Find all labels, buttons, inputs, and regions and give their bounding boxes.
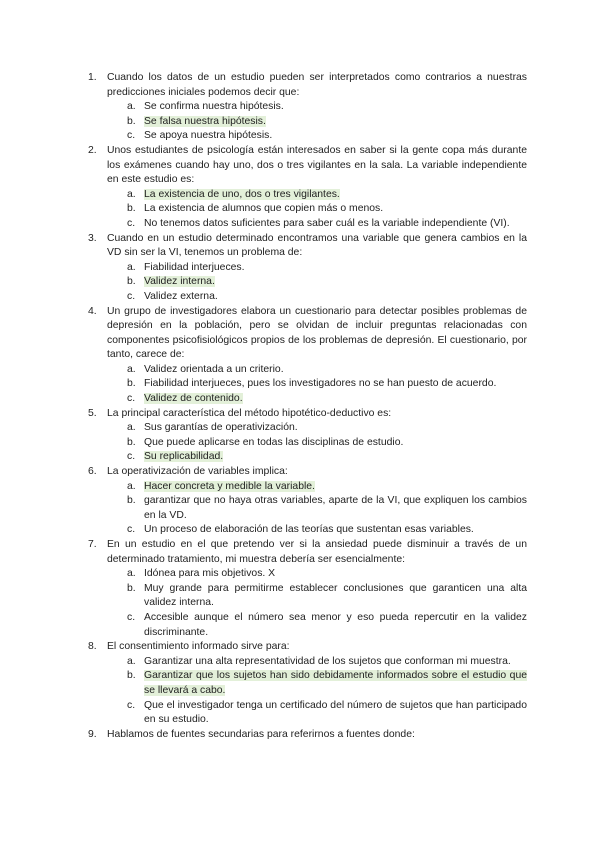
question-item: [88, 71, 527, 144]
question-item: [88, 465, 527, 538]
option-text: Hacer concreta y medible la variable.: [144, 480, 315, 492]
answer-option: [127, 290, 527, 305]
question-number: 5.: [88, 407, 97, 419]
answer-option: [127, 567, 527, 582]
answer-option: [127, 611, 527, 640]
question-number: 2.: [88, 144, 97, 156]
option-text: Que puede aplicarse en todas las disciplinas de estudio.: [144, 436, 404, 448]
option-letter: a.: [127, 568, 136, 580]
option-text: Sus garantías de operativización.: [144, 422, 298, 434]
question-number: 9.: [88, 728, 97, 740]
option-letter: a.: [127, 422, 136, 434]
option-text: Validez externa.: [144, 290, 218, 302]
question-item: [88, 305, 527, 407]
question-text: Un grupo de investigadores elabora un cuestionario para detectar posibles problemas de depresión en la población, pero se olvidan de incluir preguntas relacionadas con componentes psicofisiológicos propios de los problemas de depresión. El cuestionario, por tanto, carece de:: [107, 305, 527, 361]
option-list: [107, 655, 527, 728]
option-letter: b.: [127, 495, 136, 507]
option-list: [107, 261, 527, 305]
option-letter: c.: [127, 393, 136, 405]
option-text: Fiabilidad interjueces.: [144, 261, 245, 273]
question-number: 8.: [88, 641, 97, 653]
option-letter: c.: [127, 130, 136, 142]
option-text: garantizar que no haya otras variables, aparte de la VI, que expliquen los cambios en la VD.: [144, 495, 527, 521]
answer-option-highlighted: [127, 115, 527, 130]
option-list: [107, 363, 527, 407]
option-letter: c.: [127, 699, 136, 711]
option-letter: b.: [127, 378, 136, 390]
answer-option: [127, 202, 527, 217]
option-text: Validez orientada a un criterio.: [144, 363, 284, 375]
question-text: La operativización de variables implica:: [107, 466, 288, 478]
option-text: Su replicabilidad.: [144, 451, 224, 463]
option-letter: c.: [127, 611, 136, 623]
answer-option: [127, 436, 527, 451]
question-number: 3.: [88, 232, 97, 244]
question-text: El consentimiento informado sirve para:: [107, 641, 290, 653]
answer-option: [127, 523, 527, 538]
option-text: Fiabilidad interjueces, pues los investigadores no se han puesto de acuerdo.: [144, 378, 497, 390]
answer-option: [127, 100, 527, 115]
option-text: Se falsa nuestra hipótesis.: [144, 115, 266, 127]
answer-option: [127, 655, 527, 670]
option-text: Garantizar una alta representatividad de los sujetos que conforman mi muestra.: [144, 655, 511, 667]
option-letter: a.: [127, 188, 136, 200]
option-letter: c.: [127, 217, 136, 229]
question-text: Hablamos de fuentes secundarias para referirnos a fuentes donde:: [107, 728, 415, 740]
option-text: La existencia de uno, dos o tres vigilantes.: [144, 188, 340, 200]
answer-option: [127, 421, 527, 436]
option-text: Un proceso de elaboración de las teorías que sustentan esas variables.: [144, 524, 474, 536]
option-text: La existencia de alumnos que copien más o menos.: [144, 203, 384, 215]
option-letter: b.: [127, 203, 136, 215]
question-item: [88, 144, 527, 232]
question-number: 7.: [88, 539, 97, 550]
answer-option-highlighted: [127, 450, 527, 465]
option-list: [107, 480, 527, 538]
option-letter: c.: [127, 451, 136, 463]
answer-option-highlighted: [127, 392, 527, 407]
answer-option: [127, 261, 527, 276]
answer-option: [127, 363, 527, 378]
option-letter: c.: [127, 290, 136, 302]
option-list: [107, 100, 527, 144]
question-text: En un estudio en el que pretendo ver si la ansiedad puede disminuir a través de un determinado tratamiento, mi muestra debería ser esencialmente:: [107, 539, 527, 565]
question-number: 1.: [88, 72, 97, 83]
option-text: Accesible aunque el número sea menor y eso pueda repercutir en la validez discriminante.: [144, 611, 527, 638]
answer-option-highlighted: [127, 669, 527, 698]
option-letter: a.: [127, 655, 136, 667]
question-item: [88, 538, 527, 640]
question-item: [88, 728, 527, 743]
question-item: [88, 640, 527, 728]
question-text: Cuando en un estudio determinado encontramos una variable que genera cambios en la VD sin ser la VI, tenemos un problema de:: [107, 232, 527, 259]
option-text: Garantizar que los sujetos han sido debidamente informados sobre el estudio que se llevará a cabo.: [144, 670, 527, 696]
question-text: Cuando los datos de un estudio pueden ser interpretados como contrarios a nuestras predicciones iniciales podemos decir que:: [107, 72, 527, 98]
answer-option: [127, 217, 527, 232]
option-list: [107, 567, 527, 640]
question-item: [88, 407, 527, 465]
answer-option: [127, 494, 527, 523]
answer-option-highlighted: [127, 275, 527, 290]
question-text: La principal característica del método hipotético-deductivo es:: [107, 407, 392, 419]
question-item: [88, 232, 527, 305]
answer-option: [127, 699, 527, 728]
option-list: [107, 188, 527, 232]
option-letter: b.: [127, 276, 136, 288]
option-text: No tenemos datos suficientes para saber cuál es la variable independiente (VI).: [144, 217, 510, 229]
option-text: Validez interna.: [144, 276, 215, 288]
option-letter: a.: [127, 480, 136, 492]
option-text: Idónea para mis objetivos. X: [144, 568, 276, 580]
option-letter: a.: [127, 363, 136, 375]
question-number: 4.: [88, 305, 97, 317]
answer-option-highlighted: [127, 188, 527, 203]
option-text: Se apoya nuestra hipótesis.: [144, 130, 273, 142]
option-text: Que el investigador tenga un certificado del número de sujetos que han participado en su estudio.: [144, 699, 527, 726]
option-text: Validez de contenido.: [144, 393, 243, 405]
option-letter: b.: [127, 115, 136, 127]
option-letter: b.: [127, 582, 136, 594]
option-letter: b.: [127, 436, 136, 448]
option-letter: b.: [127, 670, 136, 682]
question-number: 6.: [88, 466, 97, 478]
answer-option: [127, 377, 527, 392]
option-text: Se confirma nuestra hipótesis.: [144, 101, 284, 113]
answer-option: [127, 129, 527, 144]
option-list: [107, 421, 527, 465]
answer-option-highlighted: [127, 480, 527, 495]
option-letter: a.: [127, 261, 136, 273]
question-list: [88, 71, 527, 742]
option-letter: a.: [127, 101, 136, 113]
question-text: Unos estudiantes de psicología están interesados en saber si la gente copa más durante los exámenes cuando hay uno, dos o tres vigilantes en la sala. La variable independiente en este estudio es:: [107, 144, 527, 186]
option-text: Muy grande para permitirme establecer conclusiones que garanticen una alta validez interna.: [144, 582, 527, 609]
option-letter: c.: [127, 524, 136, 536]
answer-option: [127, 582, 527, 611]
